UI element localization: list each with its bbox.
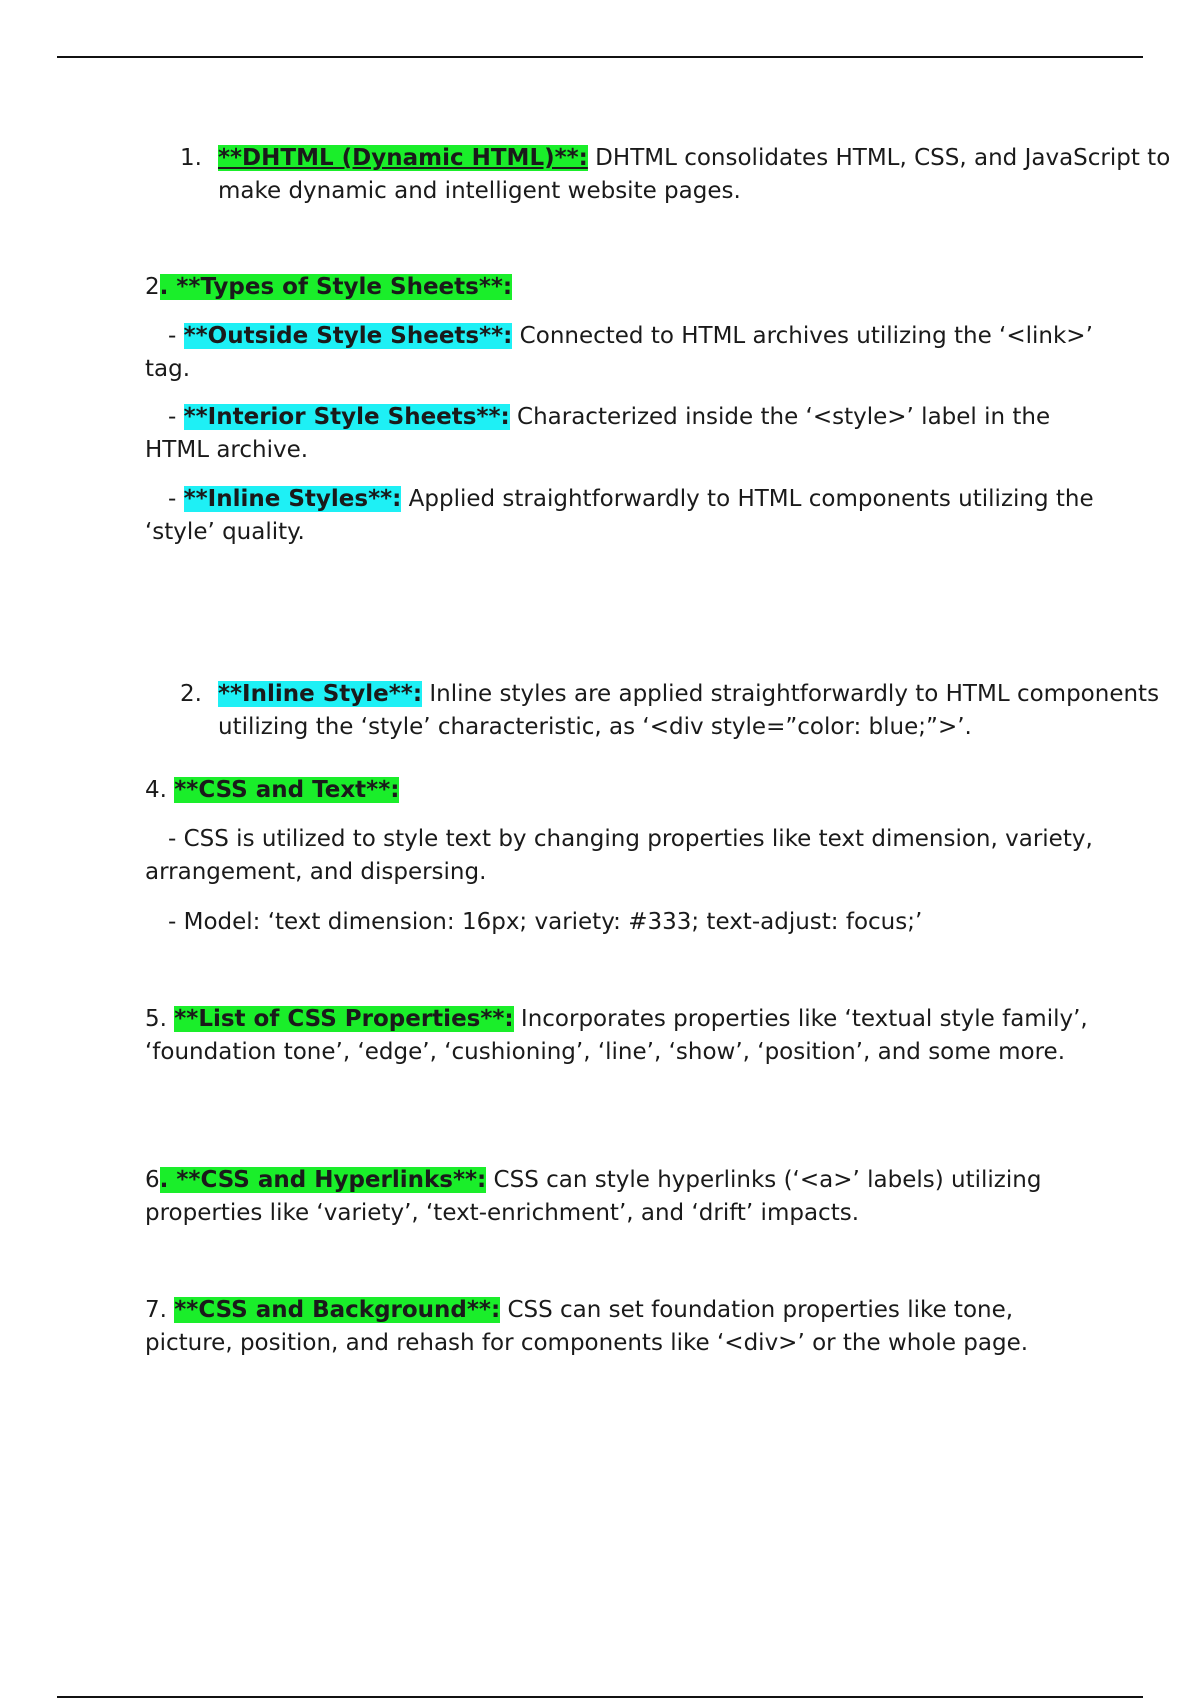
list-number: 2.: [180, 681, 202, 707]
section-css-properties: [145, 1003, 1105, 1069]
section-text: CSS can style hyperlinks (‘<a>’ labels) utilizing properties like ‘variety’, ‘text-enrichment’, and ‘drift’ impacts.: [145, 1167, 1042, 1226]
bullet-css-text-2: [145, 906, 1105, 939]
bullet-text: Connected to HTML archives utilizing the ‘<link>’ tag.: [145, 323, 1093, 382]
section-text: CSS can set foundation properties like tone, picture, position, and rehash for components like ‘<div>’ or the whole page.: [145, 1297, 1029, 1356]
heading-highlight: **List of CSS Properties**:: [174, 1006, 514, 1032]
term-highlight: **Inline Style**:: [218, 681, 423, 707]
term-highlight: **Outside Style Sheets**:: [183, 323, 513, 349]
bullet-text: - CSS is utilized to style text by changing properties like text dimension, variety, arrangement, and dispersing.: [145, 826, 1093, 885]
heading-highlight: **CSS and Background**:: [174, 1297, 501, 1323]
list-item-inline-style: [145, 678, 1178, 744]
section-prefix: 4.: [145, 777, 175, 803]
heading-highlight: **CSS and Text**:: [174, 777, 400, 803]
bullet-dash: -: [168, 404, 184, 430]
list-item-dhtml: [145, 142, 1178, 208]
bullet-inline-styles: [145, 483, 1105, 549]
bullet-dash: -: [168, 323, 184, 349]
term-highlight: **DHTML (Dynamic HTML)**:: [218, 145, 588, 171]
item-text: Inline styles are applied straightforwardly to HTML components utilizing the ‘style’ characteristic, as ‘<div style=”color: blue;”>’.: [218, 681, 1160, 740]
section-text: Incorporates properties like ‘textual style family’, ‘foundation tone’, ‘edge’, ‘cushioning’, ‘line’, ‘show’, ‘position’, and some more.: [145, 1006, 1088, 1065]
section-prefix: 5.: [145, 1006, 175, 1032]
bullet-dash: -: [168, 486, 184, 512]
heading-highlight: . **CSS and Hyperlinks**:: [159, 1167, 487, 1193]
term-highlight: **Inline Styles**:: [183, 486, 402, 512]
bullet-css-text-1: [145, 823, 1105, 889]
term-highlight: **Interior Style Sheets**:: [183, 404, 510, 430]
section-prefix: 7.: [145, 1297, 175, 1323]
section-prefix: 6: [145, 1167, 160, 1193]
bullet-interior-style-sheets: [145, 401, 1105, 467]
bullet-outside-style-sheets: [145, 320, 1105, 386]
section-css-hyperlinks: [145, 1164, 1105, 1230]
bullet-text: - Model: ‘text dimension: 16px; variety: #333; text-adjust: focus;’: [168, 909, 923, 935]
item-text: DHTML consolidates HTML, CSS, and JavaScript to make dynamic and intelligent website pages.: [218, 145, 1171, 204]
bullet-text: Characterized inside the ‘<style>’ label in the HTML archive.: [145, 404, 1051, 463]
section-css-background: [145, 1294, 1105, 1360]
section-heading-types: [145, 271, 1105, 304]
document-body: [145, 0, 1171, 1356]
section-prefix: 2: [145, 274, 160, 300]
section-heading-css-text: [145, 774, 1105, 807]
heading-highlight: . **Types of Style Sheets**:: [159, 274, 513, 300]
list-number: 1.: [180, 145, 202, 171]
bottom-rule: [57, 1696, 1143, 1698]
bullet-text: Applied straightforwardly to HTML components utilizing the ‘style’ quality.: [145, 486, 1094, 545]
